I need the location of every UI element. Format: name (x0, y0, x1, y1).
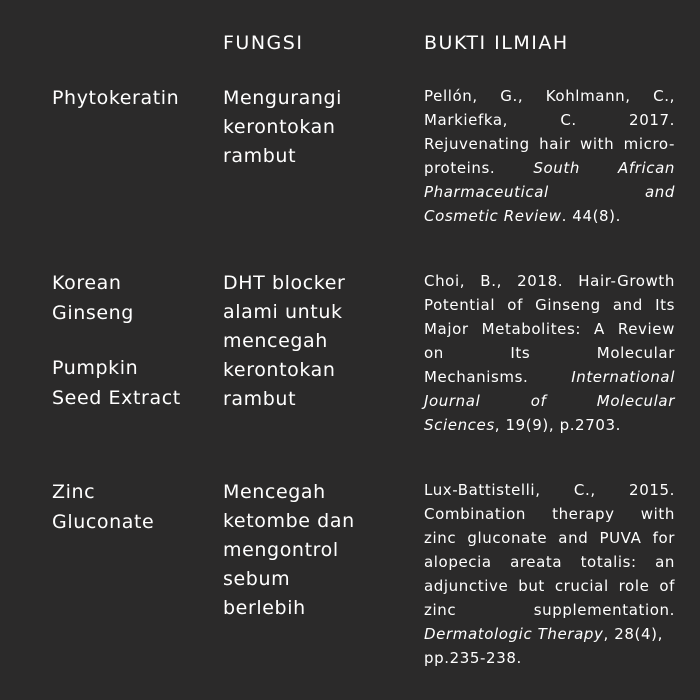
reference-line: Choi, B., 2018. Hair-Growth (424, 272, 675, 290)
reference-line: Lux-Battistelli, C., 2015. (424, 481, 675, 499)
reference-line: zinc supplementation. (424, 601, 675, 619)
function-line: rambut (223, 145, 297, 167)
function-line: mengontrol (223, 539, 339, 561)
ingredient-line: Phytokeratin (52, 87, 180, 109)
journal-title: Cosmetic Review (424, 207, 562, 225)
reference-line (424, 204, 675, 228)
function-line: ketombe dan (223, 510, 355, 532)
reference-line (424, 156, 675, 180)
journal-title: Journal of Molecular (424, 392, 675, 410)
reference-line: on Its Molecular (424, 344, 675, 362)
function-phytokeratin (223, 84, 398, 171)
function-line: rambut (223, 388, 297, 410)
reference-line: Potential of Ginseng and Its (424, 296, 675, 314)
reference-line-text: Sciences, 19(9), p.2703. (424, 416, 622, 434)
reference-line: Major Metabolites: A Review (424, 320, 675, 338)
function-line: mencegah (223, 330, 328, 352)
reference-zinc (424, 478, 675, 670)
reference-line (424, 180, 675, 204)
ingredient-phytokeratin (52, 84, 179, 114)
ingredient-zinc-gluconate (52, 478, 154, 537)
ingredient-line: Gluconate (52, 510, 155, 533)
reference-line: adjunctive but crucial role of (424, 577, 675, 595)
ingredient-pumpkin-seed-extract (52, 354, 181, 413)
reference-line: Pellón, G., Kohlmann, C., (424, 87, 675, 105)
ingredient-line: Pumpkin (52, 357, 139, 379)
function-line: alami untuk (223, 301, 343, 323)
ingredient-line: Zinc (52, 481, 96, 503)
journal-title: South African (533, 159, 675, 177)
reference-line: Combination therapy with (424, 505, 675, 523)
function-line: berlebih (223, 597, 306, 619)
journal-title: Sciences (424, 416, 495, 434)
reference-phytokeratin (424, 84, 675, 228)
journal-title: Dermatologic Therapy (424, 625, 604, 643)
reference-line-text: Cosmetic Review. 44(8). (424, 207, 622, 225)
reference-line (424, 389, 675, 413)
function-line: Mengurangi (223, 87, 343, 109)
reference-line: Rejuvenating hair with micro- (424, 135, 675, 153)
function-line: DHT blocker (223, 272, 346, 294)
ingredient-line: Korean (52, 272, 122, 294)
header-bukti-ilmiah: BUKTI ILMIAH (424, 32, 569, 54)
reference-line-text: proteins. South African (424, 159, 675, 177)
header-fungsi: FUNGSI (223, 32, 304, 54)
reference-line: alopecia areata totalis: an (424, 553, 675, 571)
reference-line-text: Dermatologic Therapy, 28(4), (424, 625, 663, 643)
reference-line (424, 413, 675, 437)
function-mencegah-ketombe (223, 478, 398, 623)
function-line: kerontokan (223, 359, 336, 381)
function-dht-blocker (223, 269, 398, 414)
reference-line (424, 365, 675, 389)
reference-line: Markiefka, C. 2017. (424, 111, 675, 129)
ingredient-line: Ginseng (52, 301, 134, 324)
journal-title: Pharmaceutical and (424, 183, 675, 201)
function-line: sebum (223, 568, 291, 590)
reference-ginseng (424, 269, 675, 437)
journal-title: International (571, 368, 675, 386)
ingredient-line: Seed Extract (52, 386, 181, 409)
function-line: kerontokan (223, 116, 336, 138)
reference-line-text: Mechanisms. International (424, 368, 675, 386)
ingredient-korean-ginseng (52, 269, 134, 328)
reference-line: pp.235-238. (424, 649, 522, 667)
reference-line: zinc gluconate and PUVA for (424, 529, 675, 547)
function-line: Mencegah (223, 481, 326, 503)
reference-line (424, 622, 675, 646)
